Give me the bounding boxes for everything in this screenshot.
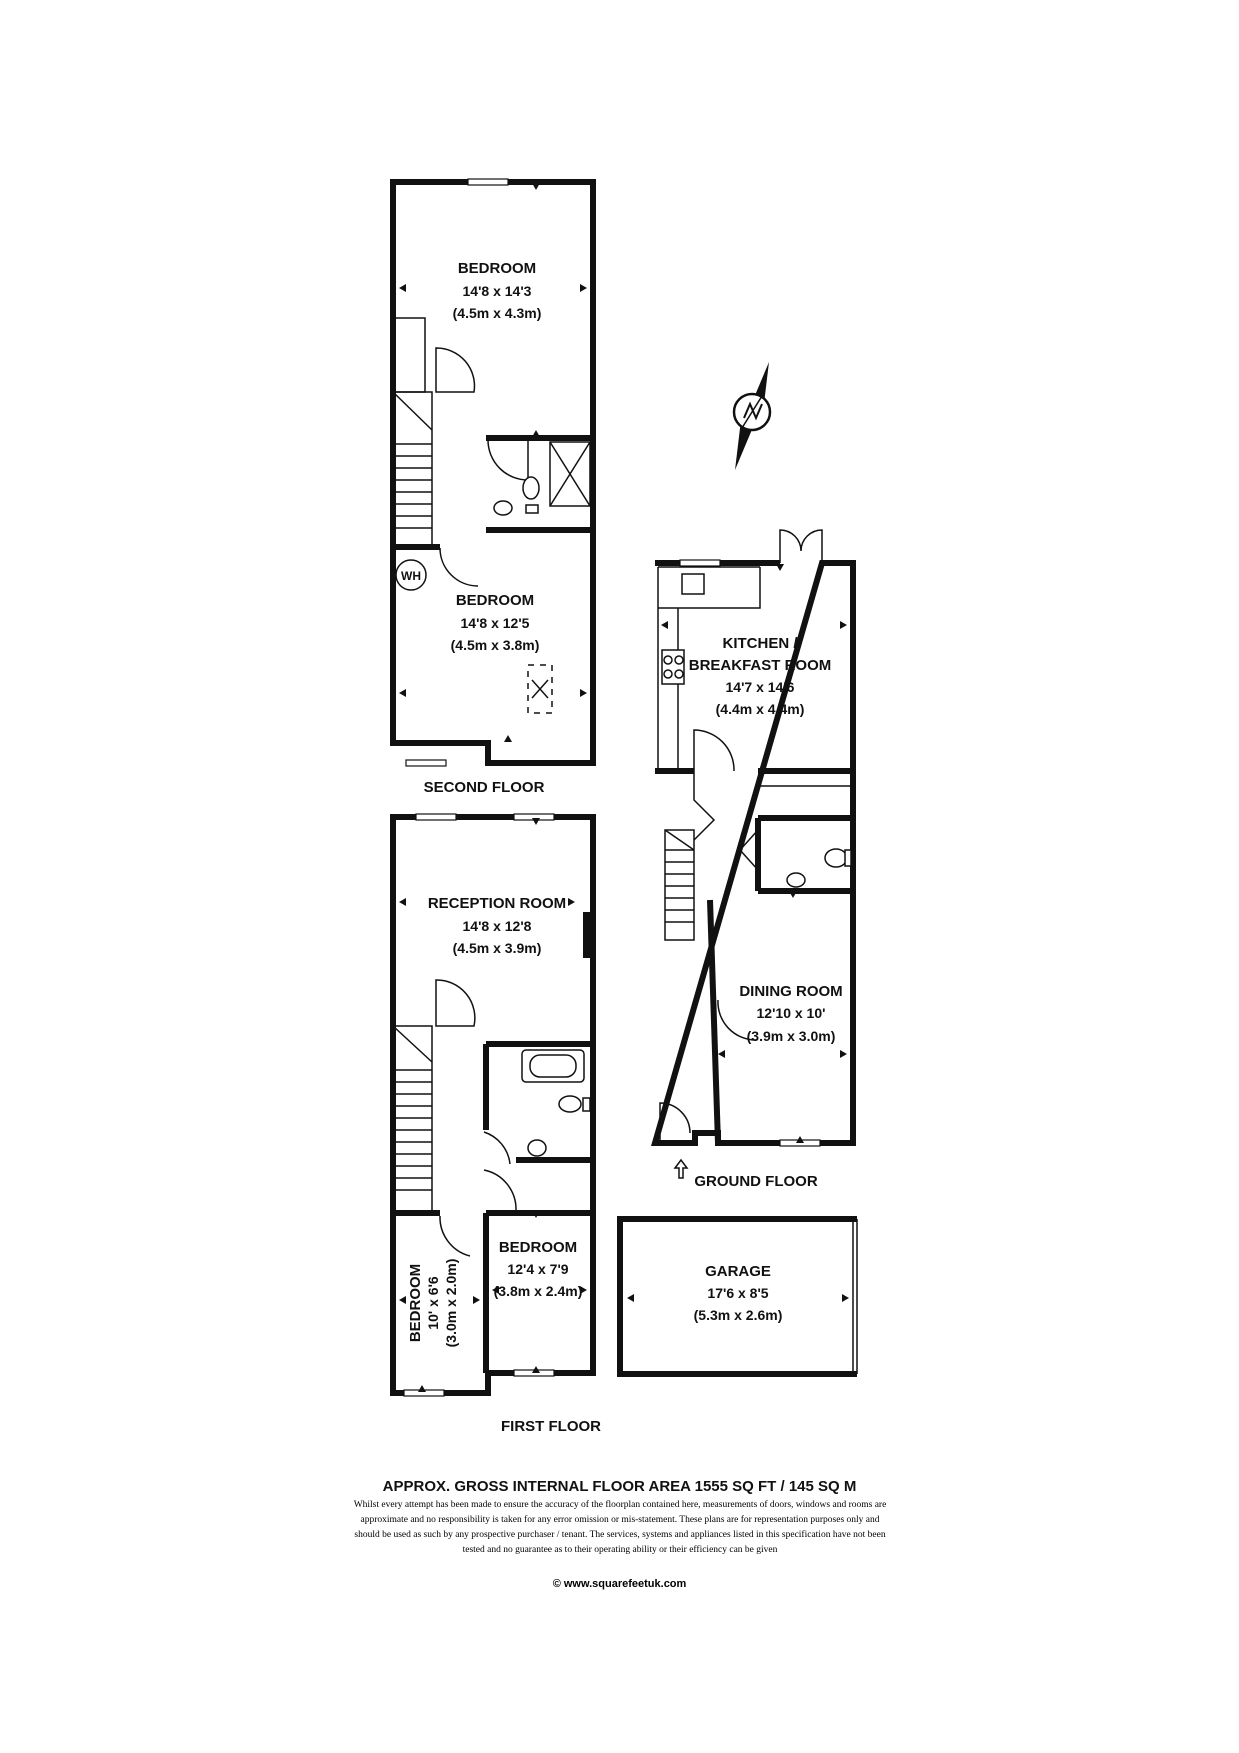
room-dimensions-metric: (4.5m x 3.9m) [452, 940, 542, 956]
toilet-icon [825, 849, 847, 867]
room-name: BEDROOM [457, 260, 537, 277]
sink-icon [787, 873, 805, 887]
room-name: DINING ROOM [739, 983, 843, 1000]
first-floor-stairs [393, 1026, 432, 1190]
room-dimensions-metric: (4.4m x 4.4m) [715, 701, 805, 717]
sink-icon [528, 1140, 546, 1156]
room-dimensions-metric: (3.0m x 2.0m) [443, 1258, 459, 1348]
room-dimensions-metric: (4.5m x 3.8m) [450, 637, 540, 653]
ground-floor [655, 530, 853, 1190]
website-credit: © www.squarefeetuk.com [552, 1578, 687, 1590]
door-swing [488, 440, 528, 480]
first-floor-stair-box [393, 1026, 432, 1213]
toilet-icon [523, 477, 539, 499]
room-name: BREAKFAST ROOM [688, 657, 832, 674]
window [468, 179, 508, 185]
room-dimensions-metric: (4.5m x 4.3m) [452, 305, 542, 321]
room-name: BEDROOM [455, 592, 535, 609]
door-swing [440, 1216, 470, 1256]
room-dimensions-imperial: 12'10 x 10' [756, 1005, 826, 1021]
room-dimensions-imperial: 10' x 6'6 [425, 1276, 441, 1330]
room-dimensions-imperial: 14'8 x 12'8 [462, 918, 532, 934]
fireplace [583, 912, 591, 958]
floor-label: FIRST FLOOR [501, 1418, 601, 1435]
room-name: KITCHEN / [722, 635, 798, 652]
room-name: BEDROOM [498, 1239, 578, 1256]
room-name: RECEPTION ROOM [427, 895, 567, 912]
room-dimensions-imperial: 17'6 x 8'5 [707, 1285, 769, 1301]
sink-icon [682, 574, 704, 594]
room-dimensions-imperial: 12'4 x 7'9 [507, 1261, 569, 1277]
room-dimensions-imperial: 14'7 x 14'6 [725, 679, 795, 695]
door-swing [440, 548, 478, 586]
hob-icon [662, 650, 684, 684]
room-dimensions-metric: (5.3m x 2.6m) [693, 1307, 783, 1323]
window [680, 560, 720, 566]
ground-floor-stairs [665, 830, 694, 940]
skylight-icon [528, 665, 552, 713]
floor-label: SECOND FLOOR [423, 779, 545, 796]
second-floor-stairs [393, 392, 432, 528]
first-floor [393, 814, 601, 1435]
room-dimensions-imperial: 14'8 x 14'3 [462, 283, 532, 299]
second-floor-stair-box [393, 392, 432, 547]
toilet-icon [559, 1096, 581, 1112]
door-swing [694, 730, 734, 771]
floor-label: GROUND FLOOR [694, 1173, 818, 1190]
wardrobe [395, 318, 425, 392]
room-name: BEDROOM [407, 1263, 424, 1343]
room-name: GARAGE [705, 1263, 771, 1280]
entrance-arrow-icon [675, 1160, 687, 1178]
room-dimensions-imperial: 14'8 x 12'5 [460, 615, 530, 631]
door-swing [436, 980, 475, 1026]
water-heater-label: WH [401, 569, 421, 583]
floor-area-summary: APPROX. GROSS INTERNAL FLOOR AREA 1555 SQ FT / 145 SQ M [382, 1478, 857, 1495]
window [416, 814, 456, 820]
compass-icon [734, 362, 770, 470]
sink-icon [494, 501, 512, 515]
french-doors [780, 530, 822, 563]
garage [620, 1219, 857, 1374]
door-swing [436, 348, 474, 392]
rotated-room-label [407, 1259, 459, 1348]
second-floor [393, 179, 593, 796]
window [406, 760, 446, 766]
door-swing [484, 1170, 516, 1210]
door-swing [484, 1132, 510, 1164]
room-dimensions-metric: (3.8m x 2.4m) [493, 1283, 583, 1299]
room-dimensions-metric: (3.9m x 3.0m) [746, 1028, 836, 1044]
disclaimer-text: Whilst every attempt has been made to ensure the accuracy of the floorplan contained here, measurements of doors, windows and rooms are approximate and no responsibility is taken for any error omission or mis-statement. These plans are for representation purposes only and should be used as such by any prospective purchaser / tenant. The services, systems and appliances listed in this specification have not been tested and no guarantee as to their operating ability or their efficiency can be given [353, 1500, 887, 1555]
